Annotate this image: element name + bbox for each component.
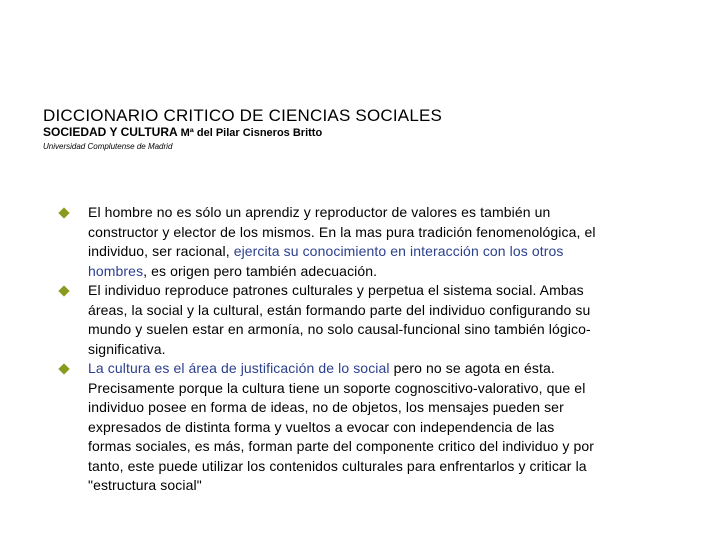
subtitle-topic: SOCIEDAD Y CULTURA (43, 125, 181, 139)
document-affiliation: Universidad Complutense de Madrid (43, 142, 173, 151)
document-title: DICCIONARIO CRITICO DE CIENCIAS SOCIALES (43, 106, 443, 125)
document-header (43, 106, 683, 152)
bullet-item-1 (60, 203, 600, 281)
bullet-highlight: La cultura es el área de justificación de lo social (88, 360, 390, 376)
bullet-text-tail: , es origen pero también adecuación. (143, 262, 378, 279)
diamond-bullet-icon (58, 363, 69, 374)
bullet-item-2 (60, 281, 600, 359)
bullet-text-tail: pero no se agota en ésta. Precisamente porque la cultura tiene un soporte cognoscitivo-valorativo, que el individuo posee en forma de ideas, no de objetos, los mensajes pueden ser expresados de distinta forma y vueltos a evocar con independencia de las formas sociales, es más, forman parte del componente critico del individuo y por tanto, este puede utilizar los contenidos culturales para enfrentarlos y criticar la "estructura social" (88, 360, 595, 493)
bullet-text: El hombre no es sólo un aprendiz y reproductor de valores es también un constructor y elector de los mismos. En la mas pura tradición fenomenológica, el individuo, ser racional, (88, 204, 596, 259)
subtitle-author: Mª del Pilar Cisneros Britto (180, 127, 323, 139)
document-subtitle (43, 125, 683, 141)
bullet-list (60, 203, 600, 496)
bullet-item-3 (60, 359, 600, 496)
diamond-bullet-icon (58, 207, 69, 218)
bullet-highlight: ejercita su conocimiento en interacción con los otros hombres (88, 243, 564, 279)
bullet-text: El individuo reproduce patrones culturales y perpetua el sistema social. Ambas áreas, la social y la cultural, están formando parte del individuo configurando su mundo y suelen estar en armonía, no solo causal-funcional sino también lógico-significativa. (88, 282, 591, 357)
diamond-bullet-icon (58, 285, 69, 296)
